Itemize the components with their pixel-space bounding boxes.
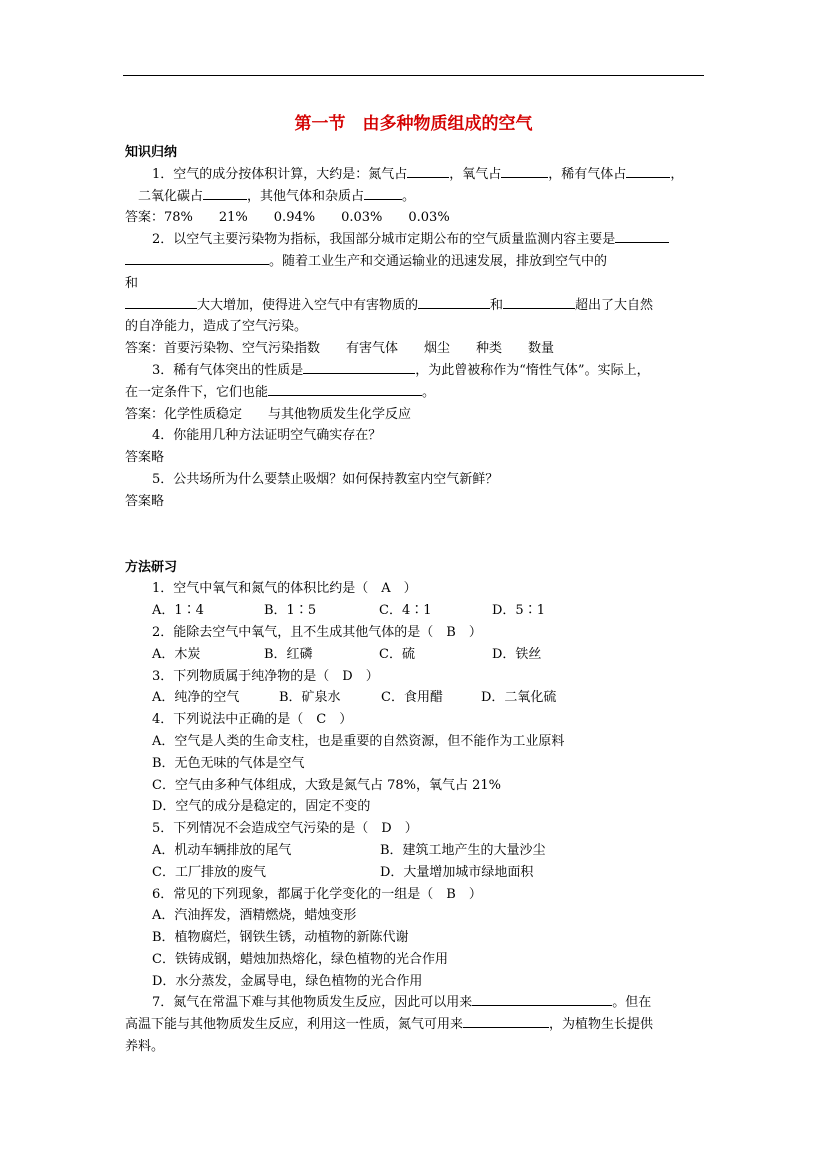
option: D．二氧化硫 bbox=[481, 690, 557, 706]
option: D．水分蒸发，金属导电，绿色植物的光合作用 bbox=[152, 973, 423, 989]
blank bbox=[463, 1014, 549, 1028]
question-text: 5．下列情况不会造成空气污染的是（ D ） bbox=[152, 821, 418, 837]
question-text: 5．公共场所为什么要禁止吸烟？如何保持教室内空气新鲜？ bbox=[152, 471, 499, 487]
question-text: 在一定条件下，它们也能 。 bbox=[125, 382, 725, 404]
question-text: 3．下列物质属于纯净物的是（ D ） bbox=[152, 668, 379, 684]
question-text: 6．常见的下列现象，都属于化学变化的一组是（ B ） bbox=[152, 886, 482, 902]
option: D．5∶1 bbox=[492, 603, 545, 619]
answer-line: 答案略 bbox=[125, 493, 165, 509]
question-text: 的自净能力，造成了空气污染。 bbox=[125, 319, 308, 335]
question-text: 1．空气中氧气和氮气的体积比约是（ A ） bbox=[152, 581, 417, 597]
option: A．机动车辆排放的尾气 bbox=[152, 842, 292, 858]
option: A．汽油挥发，酒精燃烧，蜡烛变形 bbox=[152, 908, 357, 924]
question-text: 1．空气的成分按体积计算，大约是：氮气占 ，氧气占 ，稀有气体占 ， bbox=[125, 164, 725, 186]
blank bbox=[626, 164, 670, 178]
option: C．4∶1 bbox=[379, 603, 432, 619]
blank bbox=[418, 295, 490, 309]
question-text: 2．以空气主要污染物为指标，我国部分城市定期公布的空气质量监测内容主要是 bbox=[125, 229, 725, 251]
blank bbox=[472, 992, 612, 1006]
section-heading-method: 方法研习 bbox=[125, 559, 178, 575]
options-row bbox=[125, 862, 725, 884]
question-text: 高温下能与其他物质发生反应，利用这一性质，氮气可用来 ，为植物生长提供 bbox=[125, 1014, 725, 1036]
option: B．矿泉水 bbox=[279, 690, 341, 706]
question-text: 4．你能用几种方法证明空气确实存在？ bbox=[152, 428, 382, 444]
question-text: 7．氮气在常温下难与其他物质发生反应，因此可以用来 。但在 bbox=[125, 992, 725, 1014]
blank bbox=[125, 251, 269, 265]
option: C．空气由多种气体组成，大致是氮气占 78%，氧气占 21% bbox=[152, 777, 502, 793]
option: C．食用醋 bbox=[381, 690, 443, 706]
options-row bbox=[125, 600, 725, 622]
options-row bbox=[125, 687, 725, 709]
blank bbox=[125, 295, 197, 309]
option: A．1∶4 bbox=[152, 603, 204, 619]
blank bbox=[407, 164, 449, 178]
option: C．铁铸成钢，蜡烛加热熔化，绿色植物的光合作用 bbox=[152, 951, 448, 967]
question-text: 4．下列说法中正确的是（ C ） bbox=[152, 712, 353, 728]
question-text: 大大增加，使得进入空气中有害物质的 和 超出了大自然 bbox=[125, 295, 725, 317]
blank bbox=[303, 360, 415, 374]
option: A．木炭 bbox=[152, 646, 201, 662]
option: D．大量增加城市绿地面积 bbox=[380, 864, 534, 880]
option: B．无色无味的气体是空气 bbox=[152, 755, 305, 771]
question-text: 2．能除去空气中氧气，且不生成其他气体的是（ B ） bbox=[152, 624, 482, 640]
answer-line: 答案：78% 21% 0.94% 0.03% 0.03% bbox=[125, 210, 450, 226]
answer-line: 答案：首要污染物、空气污染指数 有害气体 烟尘 种类 数量 bbox=[125, 341, 555, 357]
option: C．硫 bbox=[379, 646, 415, 662]
question-text: 二氧化碳占 ，其他气体和杂质占 。 bbox=[125, 186, 725, 208]
section-heading-knowledge: 知识归纳 bbox=[125, 145, 178, 160]
option: C．工厂排放的废气 bbox=[152, 864, 266, 880]
option: B．建筑工地产生的大量沙尘 bbox=[380, 842, 546, 858]
option: A．纯净的空气 bbox=[152, 690, 240, 706]
option: D．铁丝 bbox=[492, 646, 542, 662]
question-text: 3．稀有气体突出的性质是 ，为此曾被称作为“惰性气体”。实际上， bbox=[125, 360, 725, 382]
option: D．空气的成分是稳定的，固定不变的 bbox=[152, 799, 371, 815]
options-row bbox=[125, 644, 725, 666]
answer-line: 答案：化学性质稳定 与其他物质发生化学反应 bbox=[125, 406, 412, 422]
option: B．植物腐烂，钢铁生锈，动植物的新陈代谢 bbox=[152, 930, 409, 946]
options-row bbox=[125, 840, 725, 862]
blank bbox=[268, 382, 422, 396]
page-title: 第一节 由多种物质组成的空气 bbox=[294, 114, 533, 134]
blank bbox=[364, 186, 402, 200]
answer-line: 答案略 bbox=[125, 450, 165, 466]
blank bbox=[203, 186, 247, 200]
blank bbox=[501, 164, 548, 178]
question-text: 和 bbox=[125, 275, 139, 291]
option: B．红磷 bbox=[264, 646, 313, 662]
question-text: 养料。 bbox=[125, 1039, 165, 1055]
header-rule bbox=[123, 75, 704, 76]
option: A．空气是人类的生命支柱，也是重要的自然资源，但不能作为工业原料 bbox=[152, 733, 565, 749]
blank bbox=[503, 295, 575, 309]
option: B．1∶5 bbox=[264, 603, 317, 619]
blank bbox=[615, 229, 669, 243]
question-text: 。随着工业生产和交通运输业的迅速发展，排放到空气中的 bbox=[125, 251, 725, 273]
document-body bbox=[125, 142, 725, 1058]
